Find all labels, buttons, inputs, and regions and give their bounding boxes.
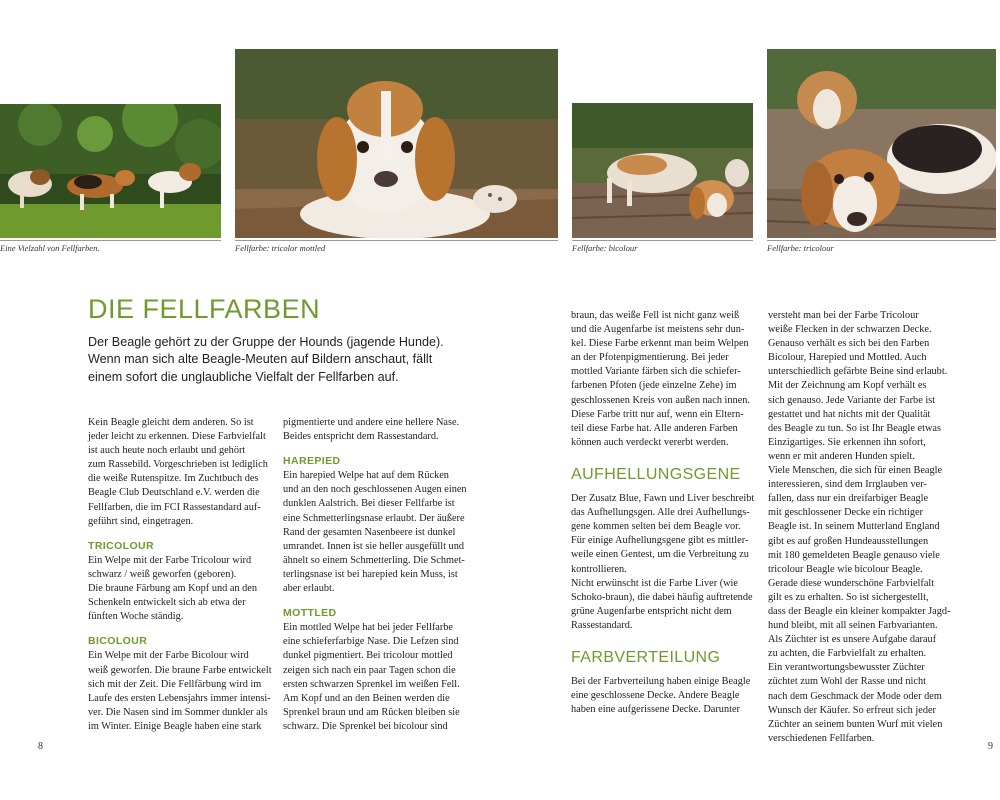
text-line: interessieren, sind dem Irrglauben ver- xyxy=(768,479,927,491)
text-line: weile einen Gentest, um die Verbreitung zu xyxy=(571,549,749,561)
text-line: verschiedenen Fellfarben. xyxy=(768,732,875,744)
text-line: Am Kopf und an den Beinen werden die xyxy=(283,692,450,704)
text-line: des Beagle zu tun. So ist Ihr Beagle etwas xyxy=(768,422,942,434)
text-line: Rassestandard. xyxy=(571,619,633,631)
text-line: terlingsnase ist bei harepied kein Muss, ist xyxy=(283,568,458,580)
text-line: Ein mottled Welpe hat bei jeder Fellfarbe xyxy=(283,622,453,634)
text-line: mit geschlossener Decke ein richtiger xyxy=(768,507,923,519)
text-line: Ein verantwortungsbewusster Züchter xyxy=(768,662,925,674)
mottled-text xyxy=(283,621,473,734)
text-line: Viele Menschen, die sich für einen Beagle xyxy=(768,465,943,477)
text-line: Genauso verhält es sich bei den Farben xyxy=(768,338,930,350)
text-line: Für einige Aufhellungsgene gibt es mittler- xyxy=(571,535,749,547)
text-line: weiße Flecken in der schwarzen Decke. xyxy=(768,324,932,336)
text-column-3 xyxy=(571,309,761,717)
text-line: pigmentierte und andere eine hellere Nase. xyxy=(283,417,460,428)
tricolour-text xyxy=(88,554,273,624)
heading-tricolour: TRICOLOUR xyxy=(88,539,155,552)
photo-puppy-tricolor-mottled xyxy=(235,49,558,238)
text-line: teil diese Farbe hat. Alle anderen Farben xyxy=(571,422,738,434)
text-line: Beides entspricht dem Rassestandard. xyxy=(283,431,439,443)
text-line: das Aufhellungsgen. Alle drei Aufhellungs- xyxy=(571,507,750,519)
page-number-left: 8 xyxy=(38,741,43,752)
text-line: Ein Welpe mit der Farbe Tricolour wird xyxy=(88,554,252,566)
text-line: ist auch heute noch erlaubt und gehört xyxy=(88,445,246,457)
text-line: züchtet zum Wohl der Rasse und nicht xyxy=(768,676,926,688)
heading-bicolour: BICOLOUR xyxy=(88,635,148,648)
photo-puppy-bicolour xyxy=(572,103,753,238)
text-line: Als Züchter ist es unsere Aufgabe darauf xyxy=(768,634,937,646)
photo-puppy-tricolour xyxy=(767,49,996,238)
text-line: braun, das weiße Fell ist nicht ganz weiß xyxy=(571,310,740,321)
text-column-4 xyxy=(768,309,958,746)
text-line: Sprenkel braun und am Rücken bleiben sie xyxy=(283,706,460,718)
heading-mottled: MOTTLED xyxy=(283,607,337,620)
text-column-2 xyxy=(283,416,473,734)
text-line: Diese Farbe tritt nur auf, wenn ein Eltern- xyxy=(571,408,744,420)
text-line: zeigen sich nach ein paar Tagen schon die xyxy=(283,664,456,676)
text-line: ähnelt so einem Schmetterling. Die Schmet- xyxy=(283,554,465,566)
text-line: Mit der Zeichnung am Kopf verhält es xyxy=(768,380,927,392)
text-line: Ein Welpe mit der Farbe Bicolour wird xyxy=(88,650,249,662)
text-line: Wunsch der Käufer. So erfreut sich jeder xyxy=(768,704,936,716)
text-line: Beagle Club Deutschland e.V. werden die xyxy=(88,487,260,499)
text-line: jeder leicht zu erkennen. Diese Farbvielfalt xyxy=(88,431,266,443)
text-line: dunklen Aalstrich. Bei dieser Fellfarbe ist xyxy=(283,498,455,510)
text-line: tricolour Beagle wie bicolour Beagle. xyxy=(768,563,923,575)
photo-caption-2: Fellfarbe: tricolor mottled xyxy=(235,240,558,253)
text-line: weiß geworfen. Die braune Farbe entwickelt xyxy=(88,664,272,676)
text-line: aber erlaubt. xyxy=(283,583,335,595)
photo-caption-1: Eine Vielzahl von Fellfarben. xyxy=(0,240,221,253)
text-line: geschlossenen Kreis von außen nach innen. xyxy=(571,394,750,406)
aufhellungsgene-text xyxy=(571,492,761,633)
text-line: schwarz / weiß geworfen (geboren). xyxy=(88,568,237,580)
text-line: umrandet. Innen ist sie heller ausgefüllt und xyxy=(283,540,465,552)
text-line: grüne Augenfarbe entspricht nicht dem xyxy=(571,605,732,617)
text-line: Schoko-braun), die dabei häufig auftretende xyxy=(571,591,753,603)
text-line: gibt es auf großen Hundeausstellungen xyxy=(768,535,929,547)
text-line: versteht man bei der Farbe Tricolour xyxy=(768,310,919,321)
text-line: Nicht erwünscht ist die Farbe Liver (wie xyxy=(571,577,738,589)
text-line: geführt sind, eingetragen. xyxy=(88,515,194,527)
text-line: hund bleibt, mit all seinen Farbvarianten. xyxy=(768,620,938,632)
text-line: farbenen Pfoten (jede einzelne Zehe) im xyxy=(571,380,737,392)
col3-top-text xyxy=(571,309,761,450)
heading-farbverteilung: FARBVERTEILUNG xyxy=(571,648,721,666)
text-line: ersten schwarzen Sprenkel im weißen Fell. xyxy=(283,678,460,690)
text-line: gestattet und hat nichts mit der Qualität xyxy=(768,408,931,420)
text-line: kel. Diese Farbe erkennt man beim Welpen xyxy=(571,338,749,350)
text-line: fünften Woche ständig. xyxy=(88,611,184,623)
text-line: dass der Beagle ein kleiner kompakter Jagd- xyxy=(768,605,951,617)
text-line: zum Rassebild. Vorgeschrieben ist lediglich xyxy=(88,459,268,471)
text-line: Bei der Farbverteilung haben einige Beagle xyxy=(571,676,751,688)
page-number-right: 9 xyxy=(988,741,993,752)
text-line: im Winter. Einige Beagle haben eine stark xyxy=(88,720,262,732)
text-line: wenn er mit anderen Hunden spielt. xyxy=(768,450,915,462)
text-line: Schenkeln entwickelt sich ab etwa der xyxy=(88,597,246,609)
text-line: ver. Die Nasen sind im Sommer dunkler als xyxy=(88,706,268,718)
text-line: eine Schmetterlingsnase erlaubt. Der äußere xyxy=(283,512,465,524)
text-line: Beagle ist. In seinem Mutterland England xyxy=(768,521,940,533)
text-line: gene kommen selten bei dem Beagle vor. xyxy=(571,521,741,533)
text-line: haben eine aufgerissene Decke. Darunter xyxy=(571,704,740,716)
text-line: gilt es zu erhalten. So ist sichergestellt, xyxy=(768,591,929,603)
text-line: dunkel pigmentiert. Bei tricolour mottled xyxy=(283,650,453,662)
heading-aufhellungsgene: AUFHELLUNGSGENE xyxy=(571,465,741,483)
text-line: fallen, dass nur ein dreifarbiger Beagle xyxy=(768,493,929,505)
text-line: Der Zusatz Blue, Fawn und Liver beschreibt xyxy=(571,493,755,505)
intro-text xyxy=(88,416,273,529)
text-line: an der Pfotenpigmentierung. Bei jeder xyxy=(571,352,729,364)
text-line: Einzigartiges. Sie erkennen ihn sofort, xyxy=(768,436,926,448)
farbverteilung-text xyxy=(571,675,761,717)
text-line: Fellfarben, die im FCI Rassestandard auf- xyxy=(88,501,261,513)
text-line: mottled Variante färben sich die schiefer- xyxy=(571,366,741,378)
text-line: können auch verdeckt vererbt werden. xyxy=(571,436,729,448)
text-line: Rand der gesamten Nasenbeere ist dunkel xyxy=(283,526,456,538)
text-line: kontrollieren. xyxy=(571,563,627,575)
text-line: Kein Beagle gleicht dem anderen. So ist xyxy=(88,417,254,428)
text-line: und an den noch geschlossenen Augen einen xyxy=(283,484,467,496)
text-line: schwarz. Die Sprenkel bei bicolour sind xyxy=(283,720,448,732)
text-line: Gerade diese wunderschöne Farbvielfalt xyxy=(768,577,935,589)
text-line: Ein harepied Welpe hat auf dem Rücken xyxy=(283,470,449,482)
text-line: eine geschlossene Decke. Andere Beagle xyxy=(571,690,740,702)
text-line: Laufe des ersten Lebensjahrs immer intensi- xyxy=(88,692,271,704)
col4-text xyxy=(768,309,958,746)
text-line: sich mit der Zeit. Die Fellfärbung wird im xyxy=(88,678,262,690)
bicolour-text xyxy=(88,649,273,734)
text-line: nach dem Geschmack der Mode oder dem xyxy=(768,690,942,702)
text-line: und die Augenfarbe ist meistens sehr dun- xyxy=(571,324,745,336)
harepied-text xyxy=(283,469,473,596)
text-column-1 xyxy=(88,416,273,734)
text-line: Züchter an seinem bunten Wurf mit vielen xyxy=(768,718,943,730)
lead-paragraph: Der Beagle gehört zu der Gruppe der Hounds (jagende Hunde). Wenn man sich alte Beagle-Meuten auf Bildern anschaut, fällt einem sofort die unglaubliche Vielfalt der Fellfarben auf. xyxy=(88,335,444,384)
text-line: eine schieferfarbige Nase. Die Lefzen sind xyxy=(283,636,459,648)
text-line: Bicolour, Harepied und Mottled. Auch xyxy=(768,352,927,364)
photo-beagles-running xyxy=(0,104,221,238)
text-line: die weiße Rutenspitze. Im Zuchtbuch des xyxy=(88,473,259,485)
heading-harepied: HAREPIED xyxy=(283,455,341,468)
text-line: sich genauso. Jede Variante der Farbe ist xyxy=(768,394,936,406)
col2-top-text xyxy=(283,416,473,444)
photo-caption-4: Fellfarbe: tricolour xyxy=(767,240,996,253)
text-line: mit 180 gemeldeten Beagle genauso viele xyxy=(768,549,940,561)
photo-caption-3: Fellfarbe: bicolour xyxy=(572,240,753,253)
page-title: DIE FELLFARBEN xyxy=(88,294,321,324)
text-line: zu achten, die Farbvielfalt zu erhalten. xyxy=(768,648,927,660)
text-line: Die braune Färbung am Kopf und an den xyxy=(88,583,257,595)
text-line: unterschiedlich gefärbte Beine sind erlaubt. xyxy=(768,366,948,378)
